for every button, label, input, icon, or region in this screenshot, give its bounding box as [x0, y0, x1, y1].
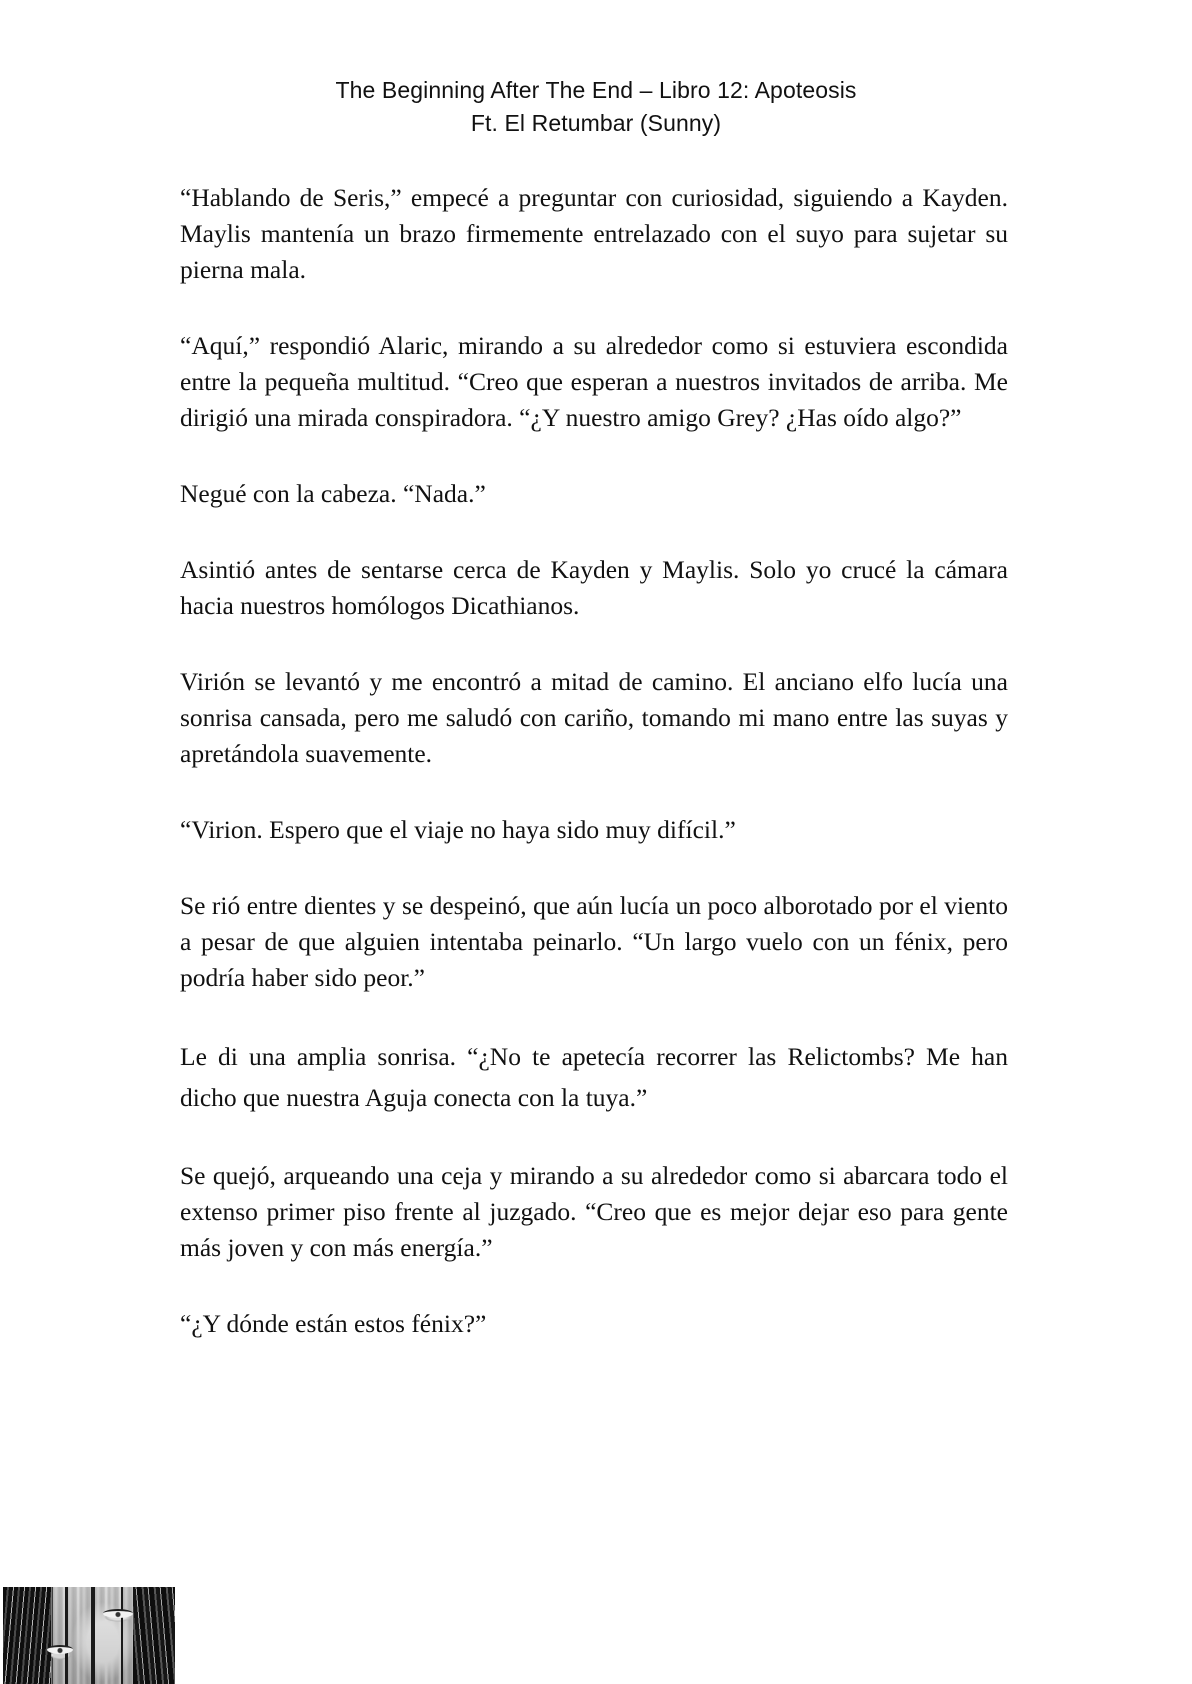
eye-right: [103, 1609, 133, 1618]
manga-face-illustration: [3, 1587, 175, 1684]
hair-strands-right: [133, 1587, 175, 1684]
paragraph: Negué con la cabeza. “Nada.”: [180, 479, 486, 508]
paragraph: Asintió antes de sentarse cerca de Kayden y Maylis. Solo yo crucé la cámara hacia nuestros homólogos Dicathianos.: [180, 555, 1008, 620]
header-title: The Beginning After The End – Libro 12: Apoteosis: [335, 77, 857, 103]
paragraph: Se quejó, arqueando una ceja y mirando a su alrededor como si abarcara todo el extenso primer piso frente al juzgado. “Creo que es mejor dejar eso para gente más joven y con más energía.”: [180, 1161, 1008, 1262]
story-body: [180, 180, 1008, 1382]
hair-strand: [91, 1587, 95, 1684]
paragraph: Se rió entre dientes y se despeinó, que aún lucía un poco alborotado por el viento a pesar de que alguien intentaba peinarlo. “Un largo vuelo con un fénix, pero podría haber sido peor.”: [180, 891, 1008, 992]
paragraph: Le di una amplia sonrisa. “¿No te apetecía recorrer las Relictombs? Me han dicho que nuestra Aguja conecta con la tuya.”: [180, 1042, 1008, 1112]
hair-strand: [65, 1587, 68, 1684]
paragraph: “¿Y dónde están estos fénix?”: [180, 1309, 487, 1338]
hair-strands-left: [3, 1587, 51, 1684]
page-header: [0, 74, 1192, 140]
paragraph: “Virion. Espero que el viaje no haya sido muy difícil.”: [180, 815, 736, 844]
paragraph: Virión se levantó y me encontró a mitad de camino. El anciano elfo lucía una sonrisa cansada, pero me saludó con cariño, tomando mi mano entre las suyas y apretándola suavemente.: [180, 667, 1008, 768]
eye-left: [47, 1645, 73, 1654]
paragraph: “Hablando de Seris,” empecé a preguntar con curiosidad, siguiendo a Kayden. Maylis mantenía un brazo firmemente entrelazado con el suyo para sujetar su pierna mala.: [180, 183, 1008, 284]
header-subtitle: Ft. El Retumbar (Sunny): [470, 110, 722, 136]
paragraph: “Aquí,” respondió Alaric, mirando a su alrededor como si estuviera escondida entre la pequeña multitud. “Creo que esperan a nuestros invitados de arriba. Me dirigió una mirada conspiradora. “¿Y nuestro amigo Grey? ¿Has oído algo?”: [180, 331, 1008, 432]
hair-strand: [121, 1587, 123, 1684]
